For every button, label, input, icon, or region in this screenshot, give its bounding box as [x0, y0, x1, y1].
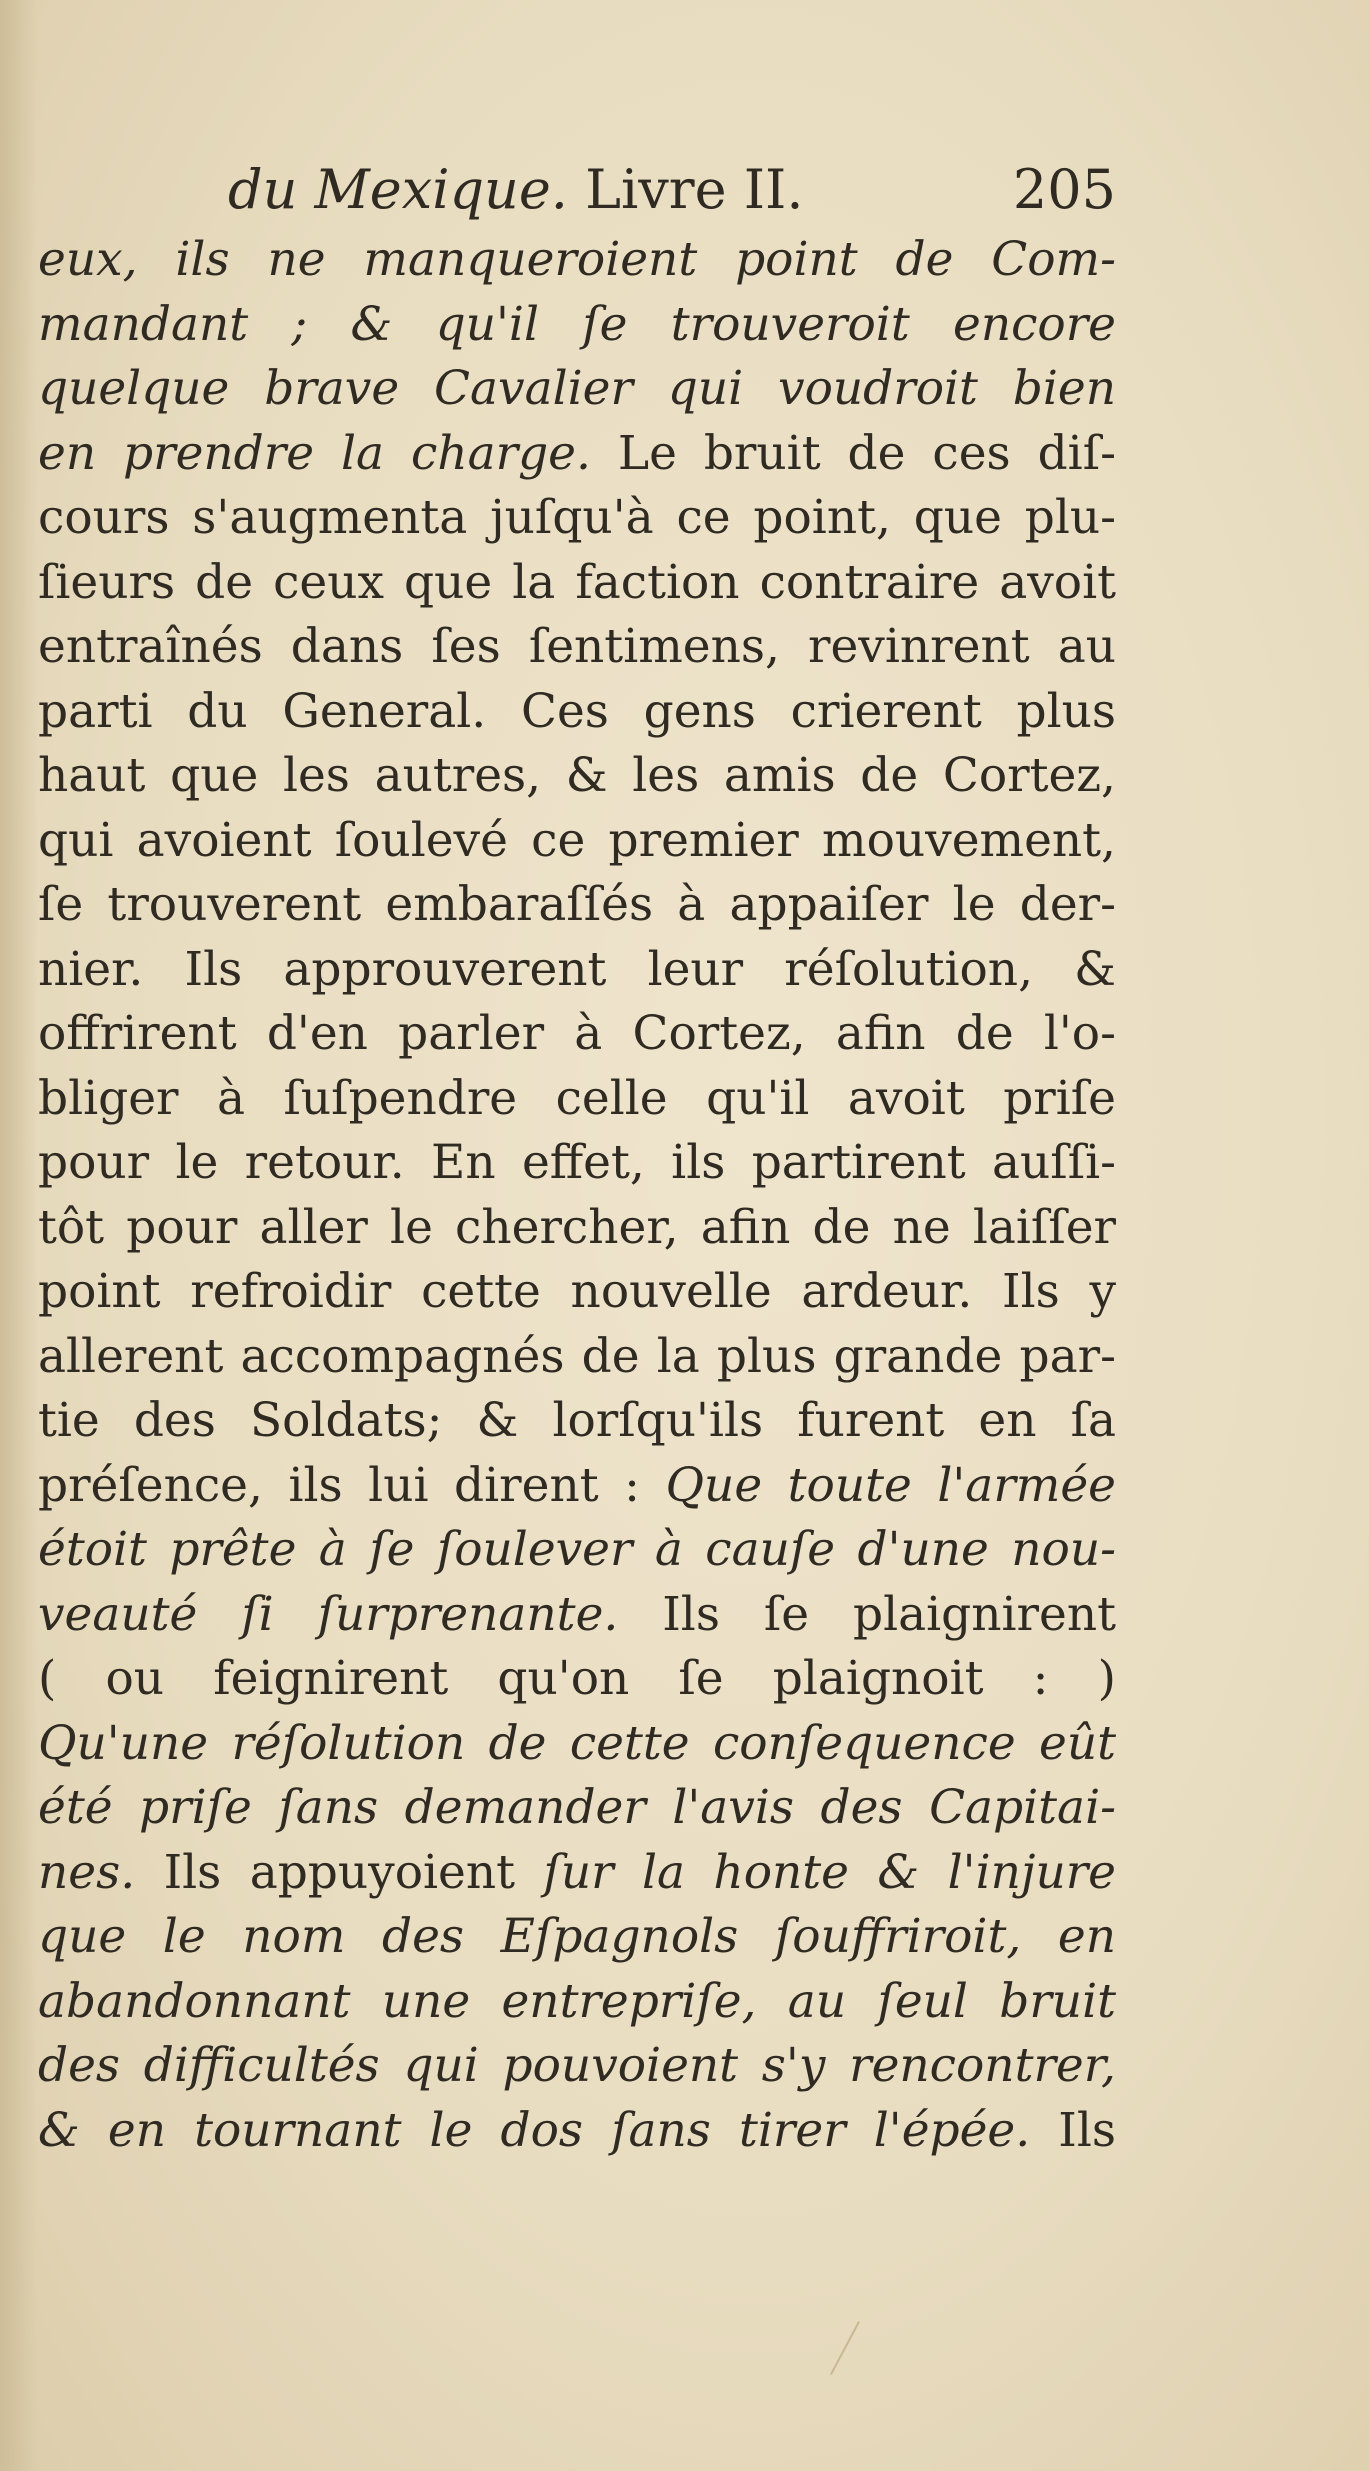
italic-text: des difficultés qui pouvoient s'y rencontrer, — [38, 2038, 1116, 2093]
italic-text: en prendre la charge. — [38, 425, 591, 481]
roman-text: Ils ſe plaignirent — [618, 1586, 1116, 1642]
body-text — [38, 228, 1116, 2163]
roman-text: qui avoient ſoulevé ce premier mouvement, — [38, 812, 1116, 868]
roman-text: Ils — [1030, 2102, 1116, 2158]
roman-text: ſe trouverent embaraſſés à appaiſer le der- — [38, 877, 1116, 932]
text-line — [38, 744, 1116, 809]
italic-text: nes. — [38, 1844, 136, 1900]
text-line — [38, 422, 1116, 487]
roman-text: ( ou feignirent qu'on ſe plaignoit : ) — [38, 1651, 1116, 1706]
roman-text: entraînés dans ſes ſentimens, revinrent au — [38, 619, 1116, 674]
paper-mark — [830, 2321, 860, 2375]
text-line — [38, 1067, 1116, 1132]
roman-text: parti du General. Ces gens crierent plus — [38, 683, 1116, 739]
text-line — [38, 680, 1116, 745]
italic-text: été priſe ſans demander l'avis des Capitai- — [38, 1780, 1116, 1835]
roman-text: tie des Soldats; & lorſqu'ils furent en ſa — [38, 1393, 1116, 1448]
page-gutter-shadow — [0, 0, 38, 2471]
roman-text: haut que les autres, & les amis de Cortez, — [38, 748, 1116, 803]
text-line — [38, 1260, 1116, 1325]
text-line — [38, 1325, 1116, 1390]
italic-text: que le nom des Eſpagnols ſouffriroit, en — [38, 1909, 1116, 1964]
italic-text: mandant ; & qu'il ſe trouveroit encore — [38, 296, 1116, 352]
text-line — [38, 873, 1116, 938]
italic-text: eux, ils ne manqueroient point de Com- — [38, 232, 1116, 287]
italic-text: ſur la honte & l'injure — [543, 1844, 1116, 1900]
roman-text: Ils appuyoient — [135, 1844, 544, 1900]
text-line — [38, 615, 1116, 680]
text-line — [38, 486, 1116, 551]
text-line — [38, 1841, 1116, 1906]
running-title-italic: du Mexique. — [228, 158, 568, 221]
italic-text: Qu'une réſolution de cette conſequence eût — [38, 1715, 1116, 1771]
italic-text: veauté ſi ſurprenante. — [38, 1586, 619, 1642]
text-line — [38, 1583, 1116, 1648]
italic-text: quelque brave Cavalier qui voudroit bien — [38, 361, 1116, 416]
text-line — [38, 1002, 1116, 1067]
text-line — [38, 1776, 1116, 1841]
roman-text: tôt pour aller le chercher, afin de ne laiſſer — [38, 1199, 1116, 1255]
text-line — [38, 1647, 1116, 1712]
roman-text: allerent accompagnés de la plus grande par- — [38, 1328, 1116, 1384]
roman-text: préſence, ils lui dirent : — [38, 1457, 666, 1513]
italic-text: & en tournant le dos ſans tirer l'épée. — [38, 2102, 1031, 2158]
text-line — [38, 1712, 1116, 1777]
text-line — [38, 293, 1116, 358]
running-header — [228, 158, 1116, 228]
text-line — [38, 1905, 1116, 1970]
text-line — [38, 809, 1116, 874]
text-line — [38, 1389, 1116, 1454]
roman-text: cours s'augmenta juſqu'à ce point, que plu- — [38, 490, 1116, 545]
roman-text: nier. Ils approuverent leur réſolution, & — [38, 941, 1116, 997]
text-line — [38, 1518, 1116, 1583]
text-line — [38, 938, 1116, 1003]
text-line — [38, 2099, 1116, 2164]
page-number: 205 — [1012, 158, 1116, 221]
text-line — [38, 1970, 1116, 2035]
roman-text: pour le retour. En effet, ils partirent auſſi- — [38, 1135, 1116, 1190]
text-line — [38, 228, 1116, 293]
text-line — [38, 1454, 1116, 1519]
text-line — [38, 1131, 1116, 1196]
roman-text: point refroidir cette nouvelle ardeur. Ils y — [38, 1264, 1116, 1319]
text-line — [38, 2034, 1116, 2099]
roman-text: ſieurs de ceux que la faction contraire avoit — [38, 554, 1116, 610]
text-line — [38, 1196, 1116, 1261]
roman-text: Le bruit de ces diſ- — [590, 425, 1116, 481]
italic-text: abandonnant une entrepriſe, au ſeul bruit — [38, 1973, 1116, 2029]
text-line — [38, 551, 1116, 616]
running-title — [228, 158, 804, 221]
italic-text: Que toute l'armée — [665, 1457, 1116, 1513]
roman-text: offrirent d'en parler à Cortez, afin de l'o- — [38, 1006, 1116, 1061]
running-title-roman: Livre II. — [567, 158, 804, 221]
text-line — [38, 357, 1116, 422]
italic-text: étoit prête à ſe ſoulever à cauſe d'une nou- — [38, 1522, 1116, 1577]
roman-text: bliger à ſuſpendre celle qu'il avoit priſe — [38, 1070, 1116, 1126]
